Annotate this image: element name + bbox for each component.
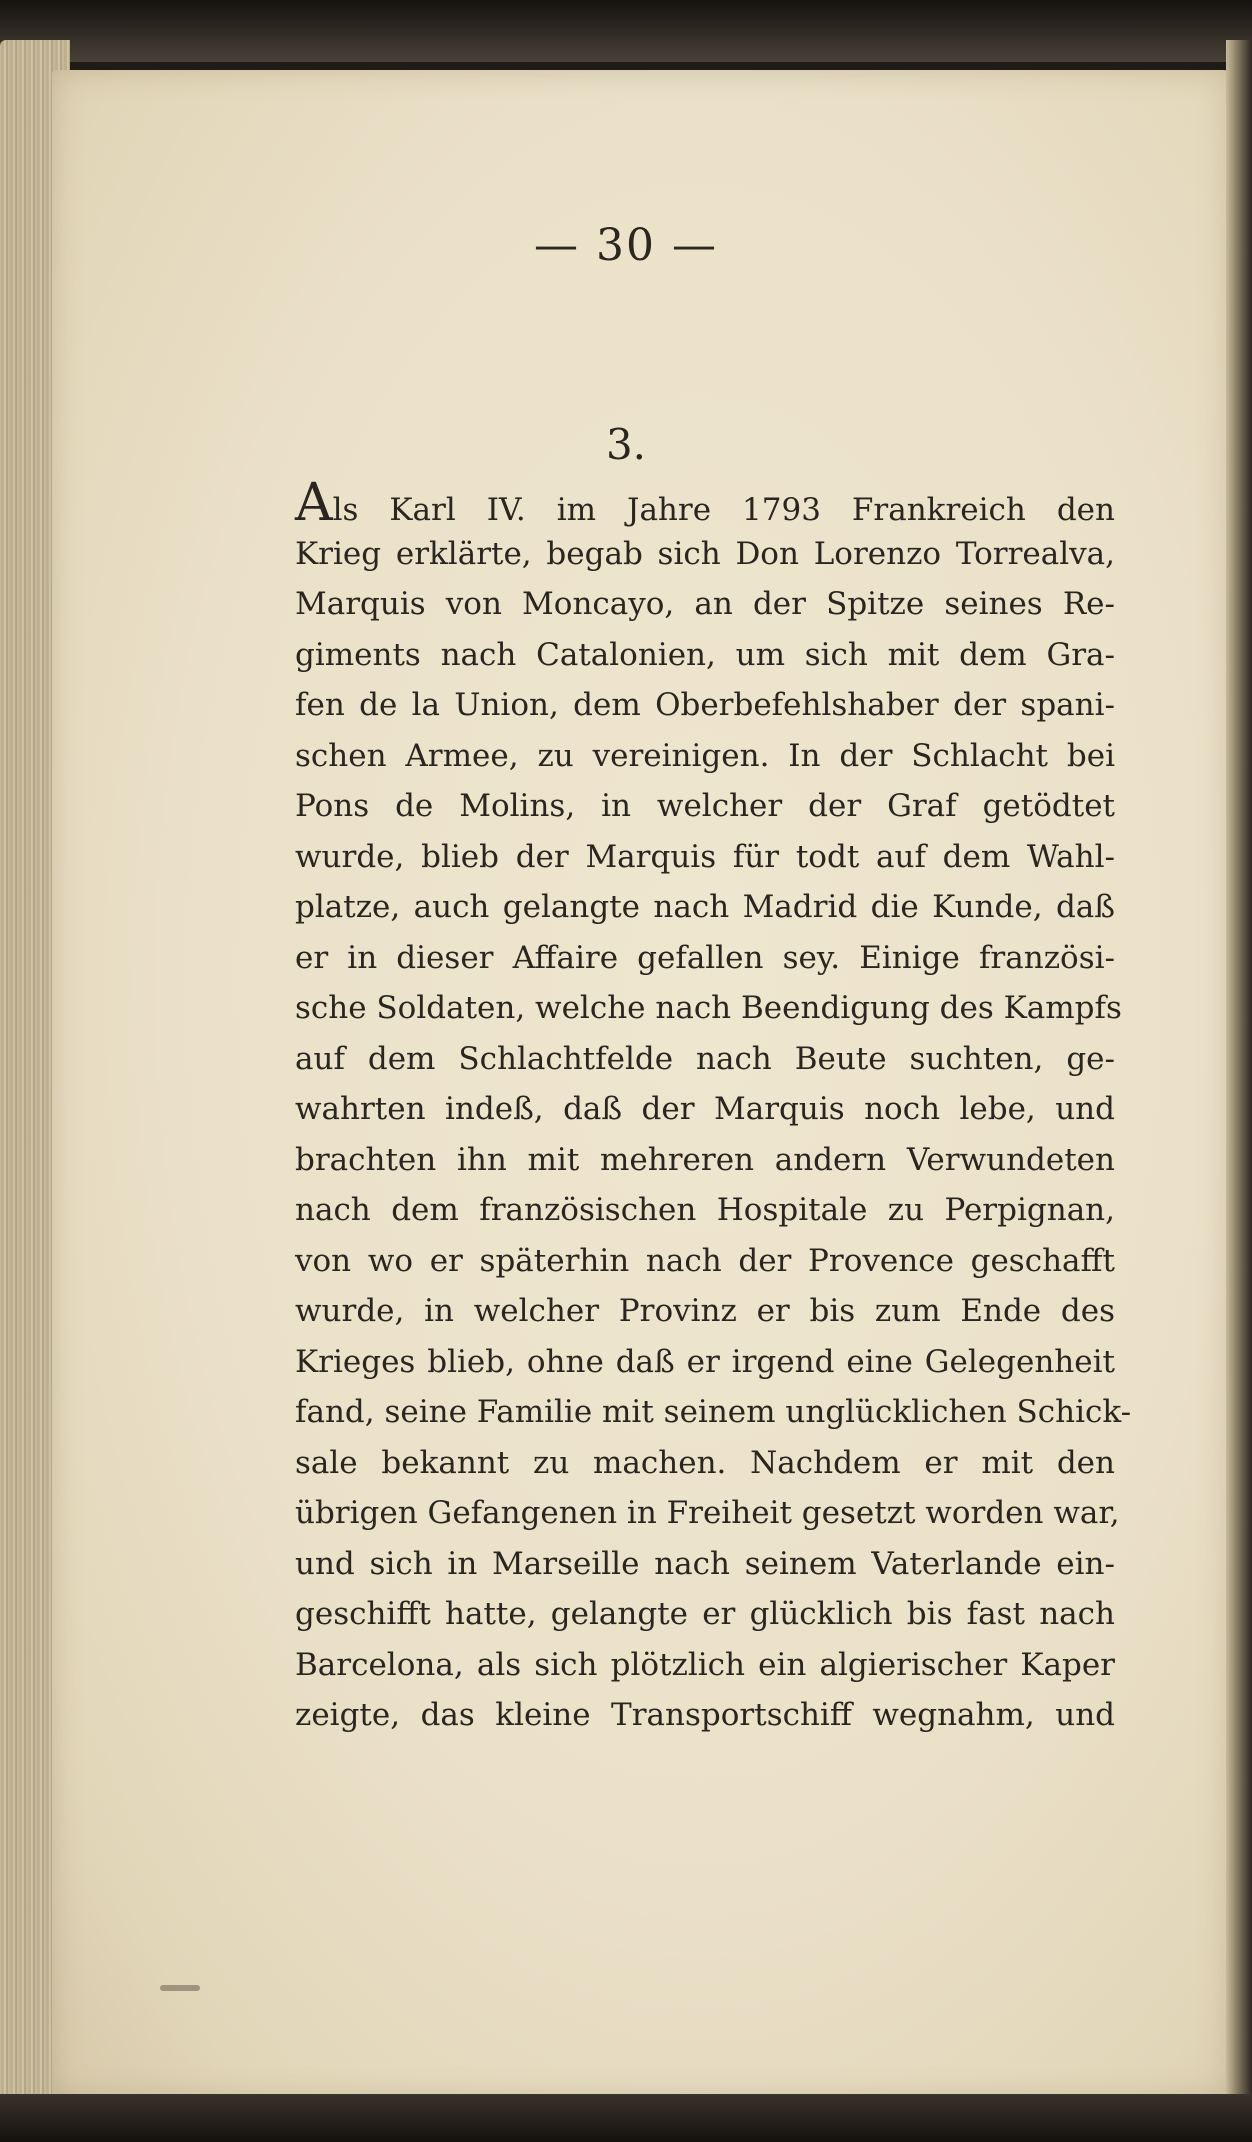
text-line: platze, auch gelangte nach Madrid die Kunde, daß	[295, 889, 1115, 925]
book-cover-top-edge	[0, 0, 1252, 62]
body-text	[295, 473, 1132, 1741]
text-line: von wo er späterhin nach der Provence geschafft	[295, 1242, 1115, 1279]
text-line: Barcelona, als sich plötzlich ein algierischer Kaper	[295, 1646, 1115, 1683]
text-line: auf dem Schlachtfelde nach Beute suchten, ge-	[295, 1040, 1115, 1077]
text-line: zeigte, das kleine Transportschiff wegnahm, und	[295, 1697, 1115, 1733]
text-line: und sich in Marseille nach seinem Vaterlande ein-	[295, 1545, 1115, 1582]
text-line: Als Karl IV. im Jahre 1793 Frankreich den	[295, 473, 1115, 533]
text-line: nach dem französischen Hospitale zu Perpignan,	[295, 1192, 1115, 1228]
text-line: fen de la Union, dem Oberbefehlshaber der spani-	[295, 687, 1115, 723]
text-line: Krieg erklärte, begab sich Don Lorenzo Torrealva,	[295, 535, 1115, 572]
ink-smudge	[160, 1985, 200, 1991]
text-line: wurde, in welcher Provinz er bis zum Ende des	[295, 1293, 1115, 1329]
text-line: fand, seine Familie mit seinem unglücklichen Schick-	[295, 1394, 1132, 1430]
text-line: brachten ihn mit mehreren andern Verwundeten	[295, 1141, 1115, 1178]
text-line: Marquis von Moncayo, an der Spitze seines Re-	[295, 586, 1115, 622]
text-line: geschifft hatte, gelangte er glücklich bis fast nach	[295, 1596, 1115, 1632]
book-cover-bottom-edge	[0, 2094, 1252, 2142]
text-line: Pons de Molins, in welcher der Graf getödtet	[295, 788, 1115, 824]
text-line: wurde, blieb der Marquis für todt auf dem Wahl-	[295, 838, 1115, 875]
text-line: sche Soldaten, welche nach Beendigung des Kampfs	[295, 990, 1122, 1026]
text-line: er in dieser Affaire gefallen sey. Einige französi-	[295, 939, 1115, 976]
section-number: 3.	[605, 420, 647, 469]
text-line: sale bekannt zu machen. Nachdem er mit den	[295, 1444, 1115, 1481]
page-number: — 30 —	[534, 220, 718, 271]
text-line: übrigen Gefangenen in Freiheit gesetzt worden war,	[295, 1495, 1120, 1531]
text-line: wahrten indeß, daß der Marquis noch lebe, und	[295, 1091, 1115, 1127]
book-right-edge	[1226, 40, 1252, 2100]
text-line: schen Armee, zu vereinigen. In der Schlacht bei	[295, 737, 1115, 774]
text-line: Krieges blieb, ohne daß er irgend eine Gelegenheit	[295, 1343, 1115, 1380]
text-line: giments nach Catalonien, um sich mit dem Gra-	[295, 636, 1115, 673]
